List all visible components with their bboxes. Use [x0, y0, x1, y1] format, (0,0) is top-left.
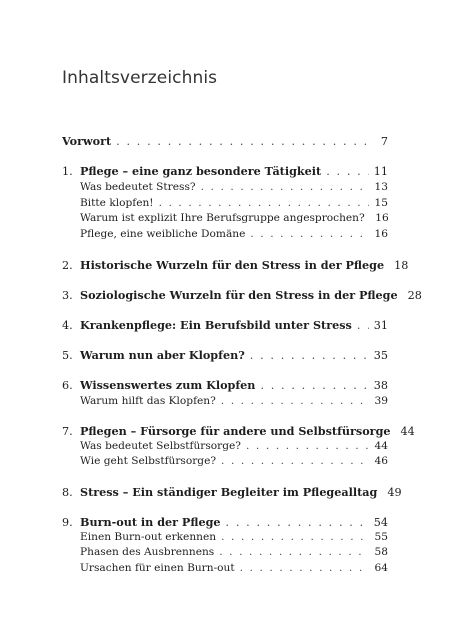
chapter-number: 3. — [62, 289, 73, 302]
dot-leader — [221, 531, 369, 543]
toc-entry-label: Vorwort — [62, 134, 112, 148]
dot-leader — [246, 440, 369, 452]
dot-leader — [221, 455, 369, 467]
toc-entry-label: Soziologische Wurzeln für den Stress in der Pflege — [80, 288, 398, 302]
toc-page-number: 18 — [394, 259, 409, 272]
toc-page-number: 13 — [374, 181, 388, 193]
dot-leader — [260, 379, 368, 392]
dot-leader — [221, 395, 369, 407]
toc-subentry[interactable] — [80, 562, 388, 574]
toc-subentry-label: Was bedeutet Stress? — [80, 181, 196, 193]
toc-page-number: 39 — [374, 395, 388, 407]
toc-page-number: 31 — [373, 319, 388, 332]
dot-leader — [250, 349, 369, 362]
toc-entry-label: Pflegen – Fürsorge für andere und Selbstfürsorge — [80, 424, 391, 438]
toc-page-number: 28 — [407, 289, 422, 302]
toc-page-number: 55 — [374, 531, 388, 543]
toc-page-number: 16 — [375, 212, 389, 224]
toc-entry-label: Krankenpflege: Ein Berufsbild unter Stress — [80, 318, 352, 332]
chapter-number: 8. — [62, 486, 73, 499]
toc-page-number: 16 — [374, 228, 388, 240]
toc-subentry[interactable] — [80, 440, 388, 452]
toc-page-number: 44 — [374, 440, 388, 452]
toc-entry-label: Historische Wurzeln für den Stress in der Pflege — [80, 258, 385, 272]
chapter-number: 6. — [62, 379, 73, 392]
toc-subentry[interactable] — [80, 395, 388, 407]
dot-leader — [250, 228, 369, 240]
toc-subentry-label: Wie geht Selbstfürsorge? — [80, 455, 217, 467]
toc-subentry[interactable] — [80, 181, 388, 193]
toc-subentry-label: Pflege, eine weibliche Domäne — [80, 228, 246, 240]
chapter-number: 5. — [62, 349, 73, 362]
dot-leader — [240, 562, 369, 574]
toc-subentry[interactable] — [80, 546, 388, 558]
toc-subentry[interactable] — [80, 531, 388, 543]
toc-subentry-label: Bitte klopfen! — [80, 197, 154, 209]
toc-subentry-label: Warum hilft das Klopfen? — [80, 395, 216, 407]
toc-page-number: 54 — [373, 516, 388, 529]
toc-entry-chapter-8[interactable] — [62, 485, 402, 499]
toc-entry-chapter-3[interactable] — [62, 288, 422, 302]
dot-leader — [226, 516, 369, 529]
toc-entry-vorwort[interactable] — [62, 134, 388, 148]
toc-page-number: 64 — [374, 562, 388, 574]
toc-entry-chapter-5[interactable] — [62, 348, 388, 362]
toc-entry-label: Wissenswertes zum Klopfen — [80, 378, 256, 392]
page-title: Inhaltsverzeichnis — [62, 68, 218, 88]
toc-entry-chapter-7[interactable] — [62, 424, 415, 438]
toc-entry-chapter-4[interactable] — [62, 318, 388, 332]
toc-entry-chapter-9[interactable] — [62, 515, 388, 529]
dot-leader — [357, 319, 369, 332]
toc-page-number: 15 — [374, 197, 388, 209]
toc-entry-label: Burn-out in der Pflege — [80, 515, 221, 529]
toc-subentry-label: Ursachen für einen Burn-out — [80, 562, 235, 574]
toc-subentry-label: Einen Burn-out erkennen — [80, 531, 217, 543]
toc-entry-label: Stress – Ein ständiger Begleiter im Pflegealltag — [80, 485, 378, 499]
toc-subentry[interactable] — [80, 212, 388, 224]
toc-subentry[interactable] — [80, 197, 388, 209]
toc-page-number: 58 — [374, 546, 388, 558]
toc-entry-label: Warum nun aber Klopfen? — [80, 348, 245, 362]
toc-entry-chapter-6[interactable] — [62, 378, 388, 392]
chapter-number: 7. — [62, 425, 73, 438]
toc-page-number: 46 — [374, 455, 388, 467]
toc-subentry-label: Was bedeutet Selbstfürsorge? — [80, 440, 241, 452]
chapter-number: 1. — [62, 165, 73, 178]
toc-entry-label: Pflege – eine ganz besondere Tätigkeit — [80, 164, 322, 178]
chapter-number: 9. — [62, 516, 73, 529]
toc-page-number: 7 — [380, 135, 388, 148]
toc-page-number: 35 — [373, 349, 388, 362]
dot-leader — [116, 135, 369, 148]
toc-page-number: 38 — [373, 379, 388, 392]
chapter-number: 4. — [62, 319, 73, 332]
chapter-number: 2. — [62, 259, 73, 272]
toc-subentry[interactable] — [80, 455, 388, 467]
toc-page-number: 49 — [387, 486, 402, 499]
toc-page-number: 11 — [373, 165, 388, 178]
toc-subentry[interactable] — [80, 228, 388, 240]
dot-leader — [326, 165, 369, 178]
toc-subentry-label: Phasen des Ausbrennens — [80, 546, 215, 558]
toc-subentry-label: Warum ist explizit Ihre Berufsgruppe angesprochen? — [80, 212, 365, 224]
dot-leader — [219, 546, 369, 558]
toc-entry-chapter-2[interactable] — [62, 258, 409, 272]
toc-page-number: 44 — [400, 425, 415, 438]
toc-entry-chapter-1[interactable] — [62, 164, 388, 178]
dot-leader — [159, 197, 369, 209]
dot-leader — [201, 181, 369, 193]
